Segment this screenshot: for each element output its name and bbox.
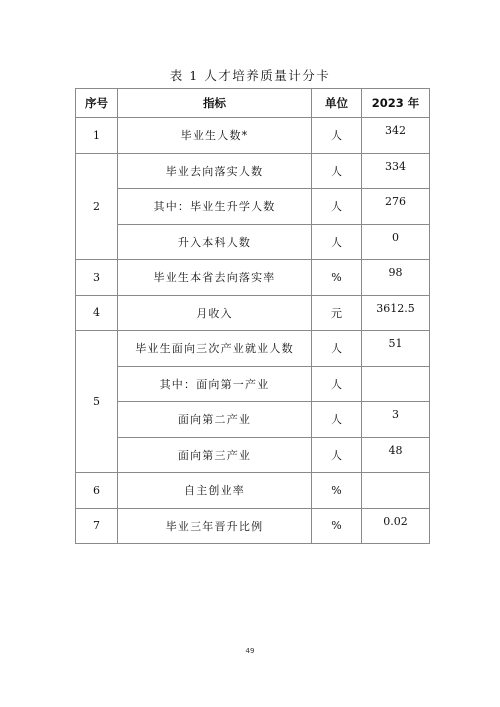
seq-cell: 6 — [76, 473, 118, 509]
header-seq: 序号 — [76, 89, 118, 118]
unit-cell: 人 — [312, 189, 362, 225]
talent-quality-scorecard-table — [75, 88, 430, 544]
value-cell — [362, 366, 430, 402]
unit-cell: 人 — [312, 366, 362, 402]
table-row — [76, 224, 430, 260]
table-header-row — [76, 89, 430, 118]
value-cell: 3612.5 — [362, 295, 430, 331]
unit-cell: 人 — [312, 331, 362, 367]
unit-cell: 人 — [312, 437, 362, 473]
seq-cell: 5 — [76, 331, 118, 473]
unit-cell: 人 — [312, 402, 362, 438]
indicator-cell: 其中：面向第一产业 — [118, 366, 312, 402]
indicator-cell: 其中：毕业生升学人数 — [118, 189, 312, 225]
value-cell: 334 — [362, 153, 430, 189]
value-cell: 342 — [362, 118, 430, 154]
table-caption: 表 1 人才培养质量计分卡 — [169, 68, 331, 83]
value-cell: 51 — [362, 331, 430, 367]
unit-cell: 人 — [312, 153, 362, 189]
header-year: 2023 年 — [362, 89, 430, 118]
indicator-cell: 毕业三年晋升比例 — [118, 508, 312, 544]
indicator-cell: 毕业生人数* — [118, 118, 312, 154]
header-unit: 单位 — [312, 89, 362, 118]
page-number: 49 — [245, 647, 255, 655]
indicator-cell: 毕业生本省去向落实率 — [118, 260, 312, 296]
unit-cell: 人 — [312, 118, 362, 154]
indicator-cell: 升入本科人数 — [118, 224, 312, 260]
indicator-cell: 面向第二产业 — [118, 402, 312, 438]
value-cell: 0 — [362, 224, 430, 260]
value-cell: 0.02 — [362, 508, 430, 544]
unit-cell: % — [312, 508, 362, 544]
table-row — [76, 260, 430, 296]
value-cell: 3 — [362, 402, 430, 438]
table-row — [76, 437, 430, 473]
table-row — [76, 402, 430, 438]
indicator-cell: 月收入 — [118, 295, 312, 331]
indicator-cell: 面向第三产业 — [118, 437, 312, 473]
seq-cell: 7 — [76, 508, 118, 544]
indicator-cell: 毕业生面向三次产业就业人数 — [118, 331, 312, 367]
seq-cell: 2 — [76, 153, 118, 260]
indicator-cell: 自主创业率 — [118, 473, 312, 509]
unit-cell: 人 — [312, 224, 362, 260]
unit-cell: % — [312, 260, 362, 296]
value-cell — [362, 473, 430, 509]
table-row — [76, 366, 430, 402]
value-cell: 276 — [362, 189, 430, 225]
seq-cell: 1 — [76, 118, 118, 154]
table-row — [76, 153, 430, 189]
indicator-cell: 毕业去向落实人数 — [118, 153, 312, 189]
header-indicator: 指标 — [118, 89, 312, 118]
unit-cell: % — [312, 473, 362, 509]
table-row — [76, 295, 430, 331]
seq-cell: 3 — [76, 260, 118, 296]
table-row — [76, 189, 430, 225]
unit-cell: 元 — [312, 295, 362, 331]
seq-cell: 4 — [76, 295, 118, 331]
table-row — [76, 473, 430, 509]
table-row — [76, 331, 430, 367]
value-cell: 98 — [362, 260, 430, 296]
table-row — [76, 118, 430, 154]
value-cell: 48 — [362, 437, 430, 473]
table-row — [76, 508, 430, 544]
